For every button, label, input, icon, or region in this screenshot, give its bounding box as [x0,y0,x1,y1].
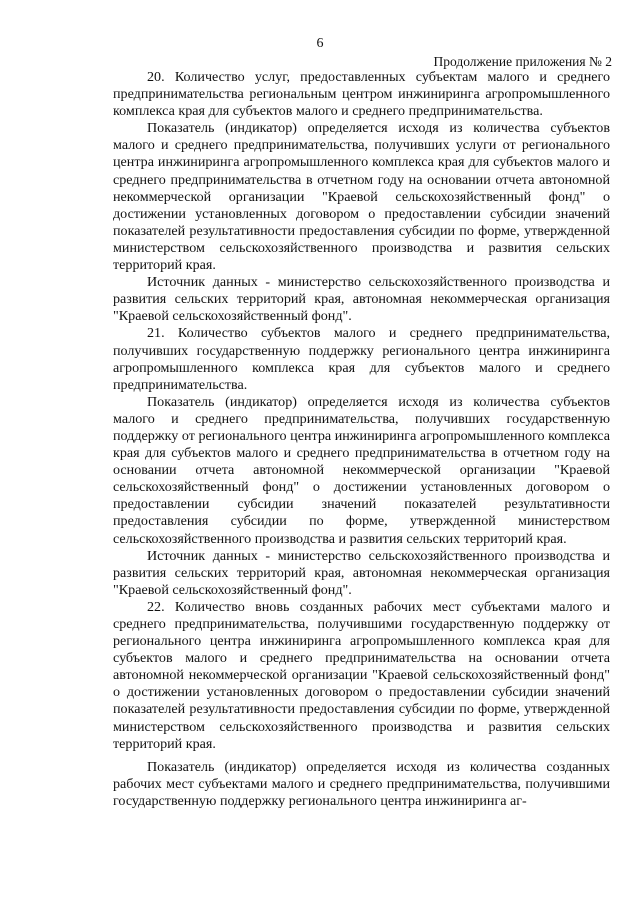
paragraph-item-22: 22. Количество вновь созданных рабочих мест субъектами малого и среднего предпринимательства, получившими государственную поддержку от регионального центра инжиниринга агропромышленного комплекса края для субъектов малого и среднего предпринимательства на основании отчета автономной некоммерческой организации "Краевой сельскохозяйственный фонд" о достижении установленных договором о предоставлении субсидии значений показателей результативности предоставления субсидии по форме, утвержденной министерством сельскохозяйственного производства и развития сельских территорий края. [113,598,610,752]
paragraph-item-21: 21. Количество субъектов малого и среднего предпринимательства, получивших государственную поддержку регионального центра инжиниринга агропромышленного комплекса края для субъектов малого и среднего предпринимательства. [113,325,610,393]
paragraph-source-20: Источник данных - министерство сельскохозяйственного производства и развития сельских территорий края, автономная некоммерческая организация "Краевой сельскохозяйственный фонд". [113,274,610,325]
appendix-continuation-label: Продолжение приложения № 2 [433,54,612,69]
paragraph-indicator-21: Показатель (индикатор) определяется исходя из количества субъектов малого и среднего предпринимательства, получивших государственную поддержку от регионального центра инжиниринга агропромышленного комплекса края для субъектов малого и среднего предпринимательства в отчетном году на основании отчета автономной некоммерческой организации "Краевой сельскохозяйственный фонд" о достижении установленных договором о предоставлении субсидии значений показателей результативности предоставления субсидии по форме, утвержденной министерством сельскохозяйственного производства и развития сельских территорий края. [113,393,610,547]
page-number: 6 [316,36,324,51]
document-body [113,69,610,810]
paragraph-indicator-20: Показатель (индикатор) определяется исходя из количества субъектов малого и среднего предпринимательства, получивших услуги от регионального центра инжиниринга агропромышленного комплекса края для субъектов малого и среднего предпринимательства в отчетном году на основании отчета автономной некоммерческой организации "Краевой сельскохозяйственный фонд" о достижении установленных договором о предоставлении субсидии значений показателей результативности предоставления субсидии по форме, утвержденной министерством сельскохозяйственного производства и развития сельских территорий края. [113,120,610,274]
paragraph-source-21: Источник данных - министерство сельскохозяйственного производства и развития сельских территорий края, автономная некоммерческая организация "Краевой сельскохозяйственный фонд". [113,547,610,598]
paragraph-item-20: 20. Количество услуг, предоставленных субъектам малого и среднего предпринимательства региональным центром инжиниринга агропромышленного комплекса края для субъектов малого и среднего предпринимательства. [113,69,610,120]
paragraph-indicator-22: Показатель (индикатор) определяется исходя из количества созданных рабочих мест субъектами малого и среднего предпринимательства, получившими государственную поддержку регионального центра инжиниринга аг- [113,758,610,809]
